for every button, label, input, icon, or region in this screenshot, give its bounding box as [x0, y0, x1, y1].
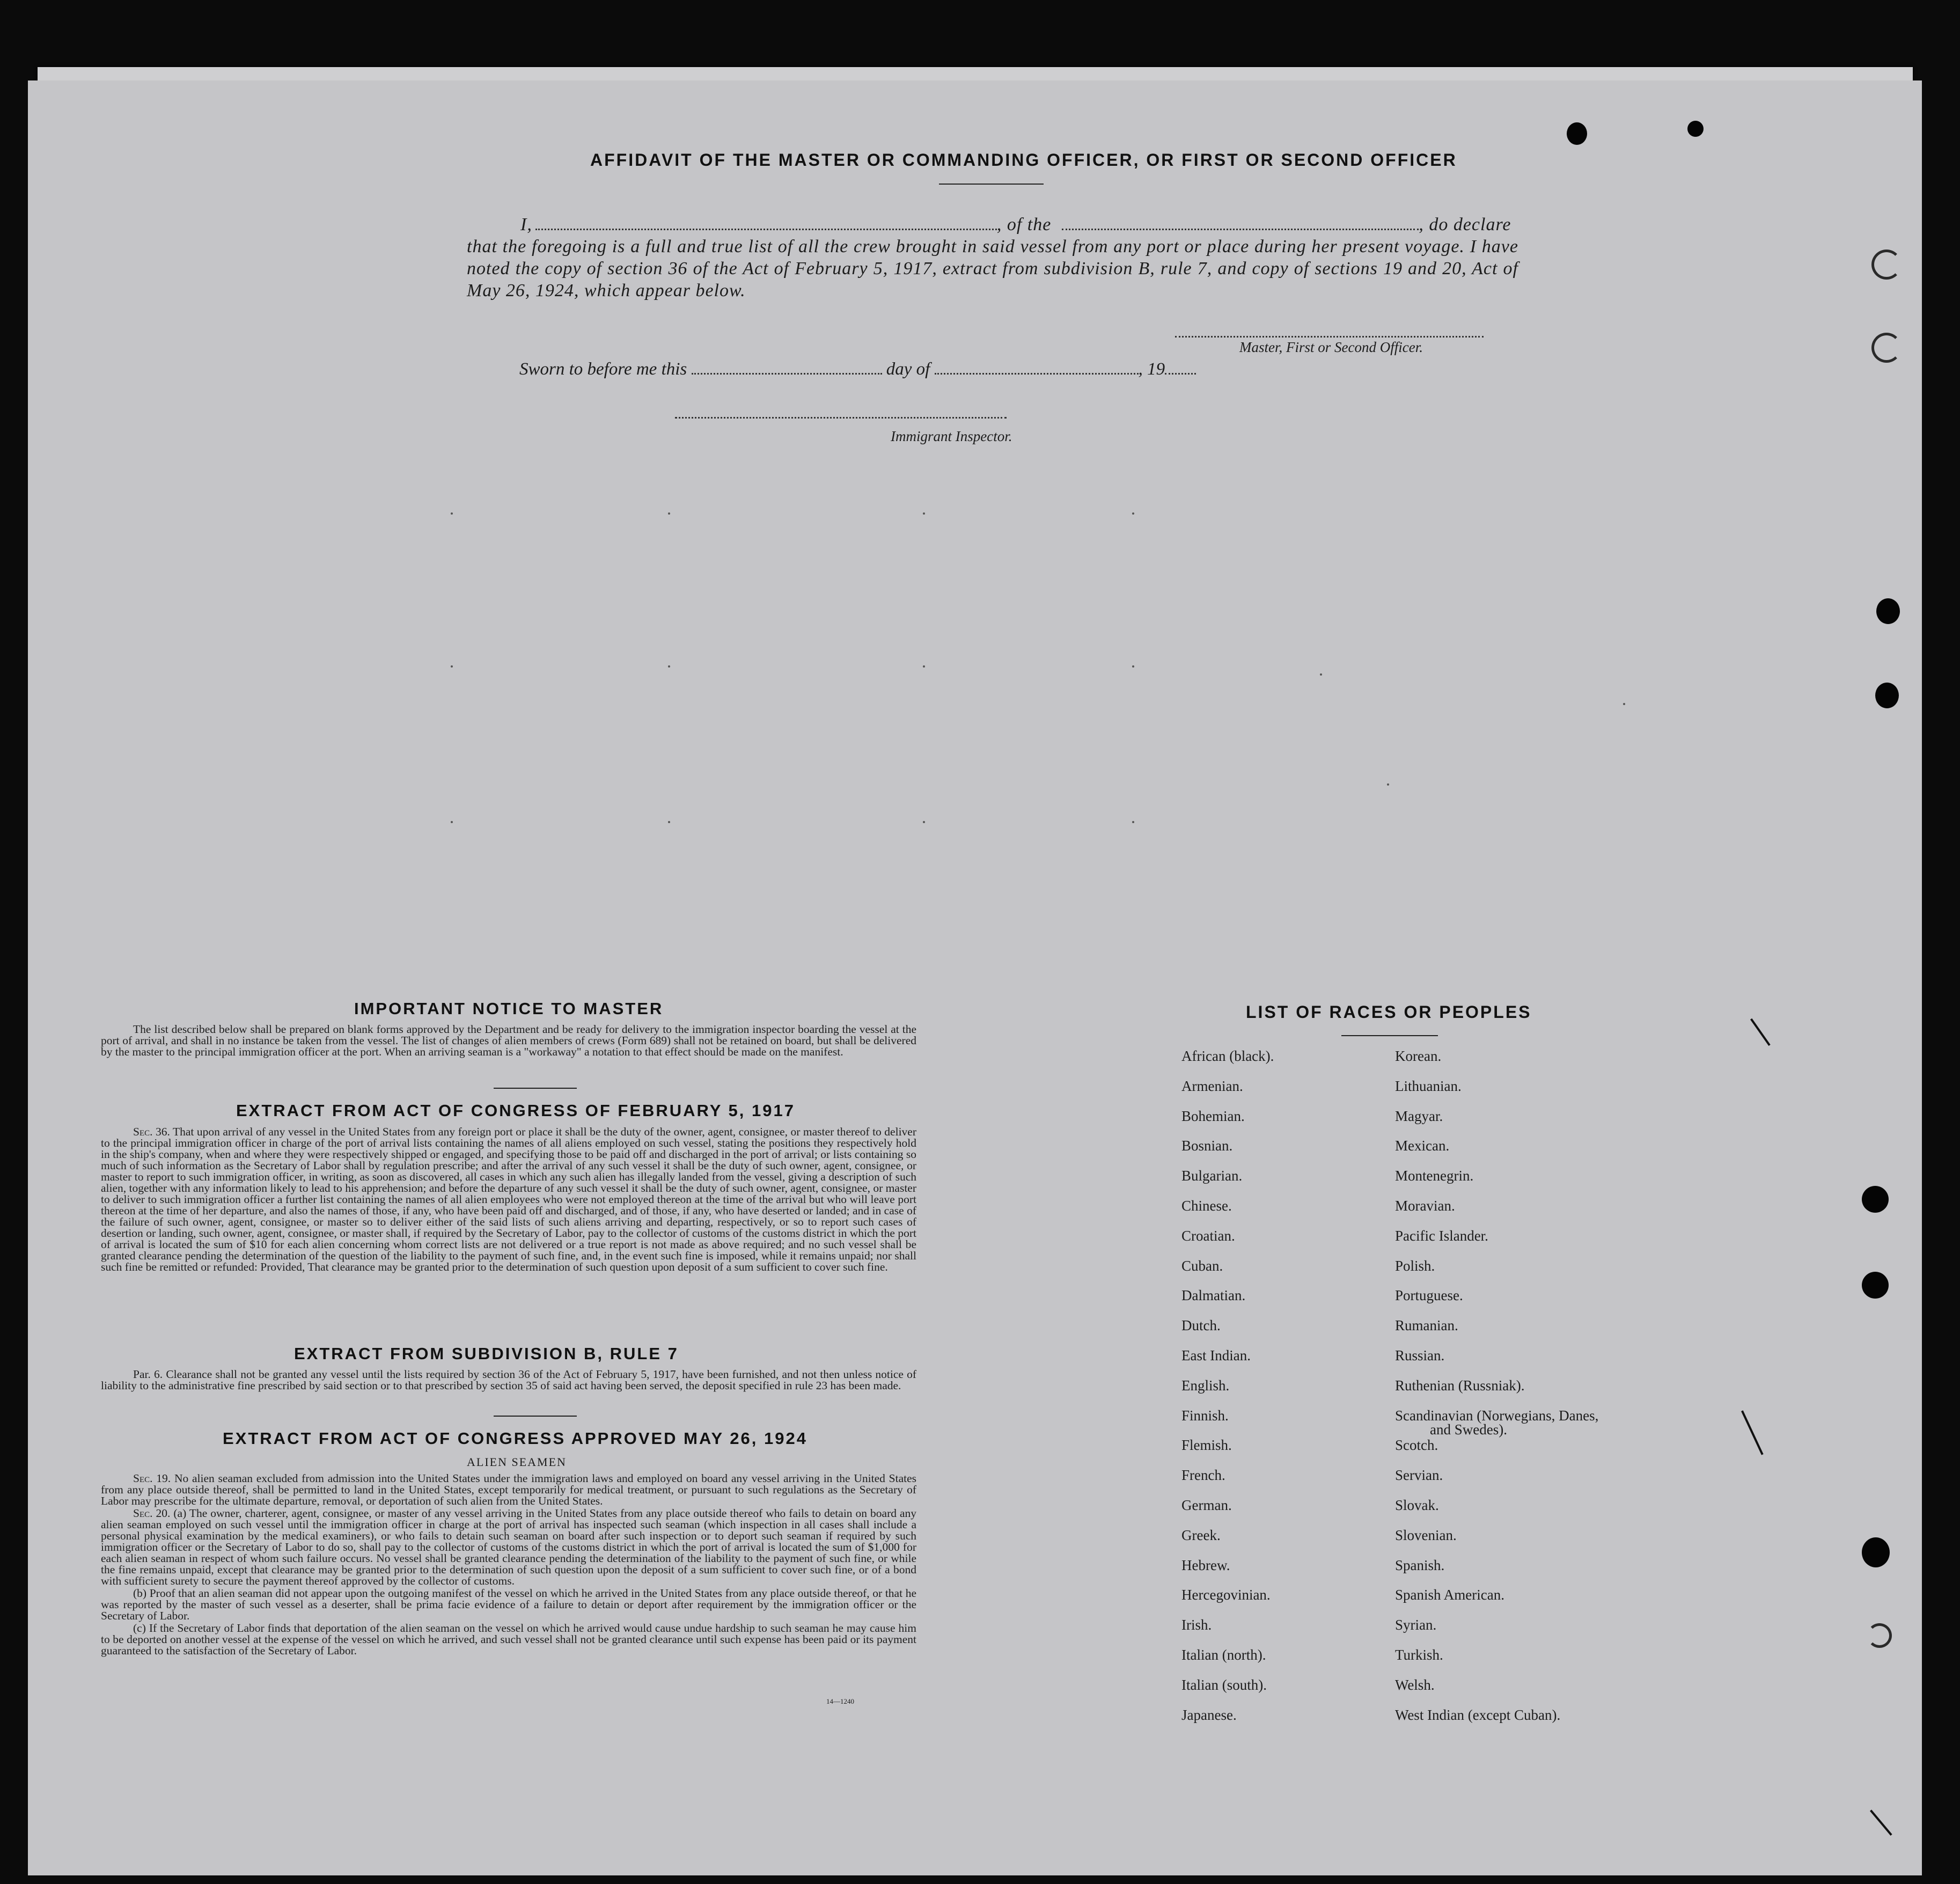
race-item: Bosnian.: [1181, 1138, 1233, 1154]
punch-hole: [1567, 122, 1587, 145]
sworn-day-blank[interactable]: [692, 372, 882, 375]
scan-dot: [668, 665, 670, 668]
punch-hole: [1871, 250, 1902, 280]
race-item: Dalmatian.: [1181, 1287, 1246, 1304]
affidavit-of-the: , of the: [996, 215, 1052, 234]
scan-dot: [923, 512, 925, 515]
race-item: Montenegrin.: [1395, 1168, 1474, 1184]
scan-dot: [451, 512, 453, 515]
race-item: English.: [1181, 1377, 1230, 1394]
race-item: Finnish.: [1181, 1407, 1229, 1424]
race-item: African (black).: [1181, 1048, 1274, 1064]
extract-1924-title: EXTRACT FROM ACT OF CONGRESS APPROVED MAY 26, 1924: [223, 1429, 808, 1448]
race-item: Chinese.: [1181, 1197, 1232, 1214]
affidavit-text: [467, 214, 1518, 302]
rule7-text: Par. 6. Clearance shall not be granted any vessel until the lists required by section 36 of the Act of February 5, 1917, have been furnished, and not then unless notice of liability to the administrative fine prescribed by said section or to that prescribed by section 35 of said act having been served, the deposit specified in rule 23 has been made.: [101, 1368, 916, 1392]
vessel-blank[interactable]: [1062, 228, 1419, 230]
sworn-line: [519, 360, 1196, 379]
scan-dot: [451, 821, 453, 823]
race-item: Pacific Islander.: [1395, 1227, 1488, 1244]
race-item: French.: [1181, 1467, 1225, 1484]
sec-19-text: No alien seaman excluded from admission into the United States under the immigration laws and employed on board any vessel arriving in the United States from any place outside thereof, shall be permitted to land in the United States, except temporarily for medical treatment, or pursuant to such regulations as the Secretary of Labor may prescribe for the ultimate departure, removal, or deportation of such alien from the United States.: [101, 1472, 916, 1507]
master-signature-line[interactable]: [1175, 335, 1484, 338]
extract-1917-title: EXTRACT FROM ACT OF CONGRESS OF FEBRUARY 5, 1917: [236, 1101, 795, 1120]
race-item: Welsh.: [1395, 1676, 1435, 1693]
race-item: Ruthenian (Russniak).: [1395, 1377, 1525, 1394]
title-divider: [939, 184, 1044, 185]
sec-20c-text: (c) If the Secretary of Labor finds that deportation of the alien seaman on the vessel on which he arrived would cause undue hardship to such seaman he may cause him to be deported on another vessel at the expense of the vessel on which he arrived, and such vessel shall not be granted clearance until such expense has been paid or its payment guaranteed to the satisfaction of the Secretary of Labor.: [101, 1622, 916, 1657]
sec-20a-text: (a) The owner, charterer, agent, consignee, or master of any vessel arriving in the United States from any place outside thereof who fails to detain on board any alien seaman employed on such vessel until the immigration officer in charge at the port of arrival has inspected such seaman (which inspection in all cases shall include a personal physical examination by the medical examiners), or who fails to detain such seaman on board after such inspection or to deport such seaman if required by such immigration officer or the Secretary of Labor to do so, shall pay to the collector of customs of the customs district in which the port of arrival is located the sum of $1,000 for each alien seaman in respect of whom such failure occurs. No vessel shall be granted clearance pending the determination of the liability to the payment of such fine, or while the fine remains unpaid, except that clearance may be granted prior to the determination of such question upon the deposit of a sum sufficient to cover such fine, or of a bond with sufficient surety to secure the payment thereof approved by the collector of customs.: [101, 1507, 917, 1587]
scan-dot: [923, 821, 925, 823]
sworn-prefix: Sworn to before me this: [519, 360, 687, 379]
scan-dot: [923, 665, 925, 668]
race-item: Rumanian.: [1395, 1317, 1458, 1334]
punch-hole: [1862, 1272, 1889, 1299]
section-divider: [494, 1088, 577, 1089]
sec-19-label: Sec. 19.: [133, 1472, 171, 1485]
race-item: Dutch.: [1181, 1317, 1221, 1334]
punch-hole: [1862, 1186, 1889, 1213]
race-item: Cuban.: [1181, 1257, 1223, 1274]
sec-20-label: Sec. 20.: [133, 1507, 171, 1520]
scan-dot: [1387, 783, 1389, 786]
race-item: Bulgarian.: [1181, 1168, 1243, 1184]
scan-dot: [668, 821, 670, 823]
races-right-column: [1395, 1049, 1631, 1738]
race-item: Spanish American.: [1395, 1587, 1504, 1603]
race-item: West Indian (except Cuban).: [1395, 1706, 1561, 1723]
scan-dot: [1623, 703, 1625, 705]
scan-dot: [1132, 821, 1134, 823]
race-item: Servian.: [1395, 1467, 1443, 1484]
race-item: Slovenian.: [1395, 1527, 1457, 1543]
punch-hole: [1871, 333, 1902, 363]
race-item: Magyar.: [1395, 1108, 1443, 1124]
sec-20b-text: (b) Proof that an alien seaman did not appear upon the outgoing manifest of the vessel on which he arrived in the United States from any place outside thereof, or that he was reported by the master of such vessel as a deserter, shall be prima facie evidence of a failure to detain or deport after requirement by the immigration officer or the Secretary of Labor.: [101, 1587, 916, 1622]
form-number: 14—1240: [826, 1697, 854, 1705]
race-item: Hebrew.: [1181, 1557, 1230, 1573]
punch-hole: [1867, 1623, 1892, 1648]
race-item: Korean.: [1395, 1048, 1442, 1064]
extract-1924-body: [101, 1473, 916, 1658]
punch-hole: [1876, 598, 1900, 624]
inspector-label: Immigrant Inspector.: [891, 428, 1012, 444]
race-item: Scotch.: [1395, 1437, 1438, 1454]
race-item: German.: [1181, 1497, 1232, 1513]
race-item: Armenian.: [1181, 1077, 1243, 1094]
affidavit-title: AFFIDAVIT OF THE MASTER OR COMMANDING OFFICER, OR FIRST OR SECOND OFFICER: [590, 150, 1457, 170]
sec-36-text: That upon arrival of any vessel in the United States from any foreign port or place it shall be the duty of the owner, agent, consignee, or master thereof to deliver to the principal immigration officer in charge of the port of arrival lists containing the names of all aliens employed on such vessel, stating the positions they respectively hold in the ship's company, when and where they were respectively shipped or engaged, and specifying those to be paid off and discharged in the port of arrival; or lists containing so much of such information as the Secretary of Labor shall by regulation prescribe; and after the arrival of any such vessel it shall be the duty of such owner, agent, consignee, or master to report to such immigration officer, in writing, as soon as discovered, all cases in which any such alien has illegally landed from the vessel, giving a description of such alien, together with any information likely to lead to his apprehension; and before the departure of any such vessel it shall be the duty of such owner, agent, consignee, or master to deliver to such immigration officer a further list containing the names of all alien employees who were not employed thereon at the time of the arrival but who will leave port thereon at the time of her departure, and also the names of those, if any, who have been paid off and discharged, and of those, if any, who have deserted or landed; and in case of the failure of such owner, agent, consignee, or master so to deliver either of the said lists of such aliens arriving and departing, respectively, or so to report such cases of desertion or landing, such owner, agent, consignee, or master shall, if required by the Secretary of Labor, pay to the collector of customs of the customs district in which the port of arrival is located the sum of $10 for each alien concerning whom correct lists are not delivered or a true report is not made as above required; and no such vessel shall be granted clearance pending the determination of the question of the liability to the payment of such fine, and, in the event such fine is imposed, while it remains unpaid; nor shall such fine be remitted or refunded: Provided, That clearance may be granted prior to the determination of such question upon deposit of a sum sufficient to cover such fine.: [101, 1125, 916, 1273]
race-item: Croatian.: [1181, 1227, 1235, 1244]
extract-1917-body: [101, 1126, 916, 1274]
affidavit-declare: , do declare: [1419, 215, 1511, 234]
races-title: LIST OF RACES OR PEOPLES: [1246, 1002, 1532, 1022]
notice-text: The list described below shall be prepared on blank forms approved by the Department and be ready for delivery to the immigration inspector boarding the vessel at the port of arrival, and shall in no instance be taken from the vessel. The list of changes of alien members of crews (Form 689) shall not be retained on board, but shall be delivered by the master to the principal immigration officer at the port. When an arriving seaman is a "workaway" a notation to that effect should be made on the manifest.: [101, 1023, 916, 1058]
punch-hole: [1862, 1537, 1890, 1567]
sworn-day-of: day of: [886, 360, 930, 379]
affidavit-body: that the foregoing is a full and true list of all the crew brought in said vessel from any port or place during her present voyage. I have noted the copy of section 36 of the Act of February 5, 1917, extract from subdivision B, rule 7, and copy of sections 19 and 20, Act of May 26, 1924, which appear below.: [467, 237, 1518, 300]
race-item: Turkish.: [1395, 1646, 1443, 1663]
race-item: Japanese.: [1181, 1706, 1237, 1723]
race-item: Russian.: [1395, 1347, 1445, 1363]
race-item: Irish.: [1181, 1617, 1212, 1633]
race-item: Moravian.: [1395, 1197, 1455, 1214]
race-item: East Indian.: [1181, 1347, 1251, 1363]
sec-36-label: Sec. 36.: [133, 1125, 170, 1138]
race-item: Flemish.: [1181, 1437, 1232, 1454]
punch-hole: [1687, 121, 1704, 137]
race-item: Polish.: [1395, 1257, 1435, 1274]
race-item: Scandinavian (Norwegians, Danes, and Swedes).: [1395, 1407, 1599, 1438]
extract-rule7-body: [101, 1369, 916, 1392]
race-item: Italian (south).: [1181, 1676, 1267, 1693]
races-divider: [1341, 1035, 1438, 1036]
scan-dot: [1320, 673, 1322, 676]
affidavit-i: I,: [520, 215, 532, 234]
race-item: Spanish.: [1395, 1557, 1445, 1573]
scan-dot: [451, 665, 453, 668]
scan-dot: [1132, 665, 1134, 668]
affidavit-line1: [467, 214, 1518, 236]
sworn-year-blank[interactable]: [1165, 372, 1196, 375]
punch-hole: [1875, 683, 1899, 708]
section-divider: [494, 1416, 577, 1417]
race-item: Greek.: [1181, 1527, 1221, 1543]
name-blank[interactable]: [535, 228, 997, 230]
extract-1924-subtitle: ALIEN SEAMEN: [467, 1455, 567, 1469]
sworn-year: , 19: [1138, 360, 1165, 379]
race-item: Lithuanian.: [1395, 1077, 1462, 1094]
sworn-month-blank[interactable]: [935, 372, 1139, 375]
races-left-column: [1181, 1049, 1418, 1738]
race-item: Syrian.: [1395, 1617, 1437, 1633]
race-item: Italian (north).: [1181, 1646, 1266, 1663]
race-item: Hercegovinian.: [1181, 1587, 1271, 1603]
inspector-signature-line[interactable]: [675, 416, 1007, 419]
master-signature-label: Master, First or Second Officer.: [1239, 339, 1423, 355]
notice-body: [101, 1024, 916, 1059]
race-item: Mexican.: [1395, 1138, 1450, 1154]
race-item: Slovak.: [1395, 1497, 1439, 1513]
scan-dot: [668, 512, 670, 515]
extract-rule7-title: EXTRACT FROM SUBDIVISION B, RULE 7: [294, 1344, 679, 1363]
scan-dot: [1132, 512, 1134, 515]
race-item: Portuguese.: [1395, 1287, 1463, 1304]
race-item: Bohemian.: [1181, 1108, 1245, 1124]
notice-title: IMPORTANT NOTICE TO MASTER: [354, 999, 664, 1018]
